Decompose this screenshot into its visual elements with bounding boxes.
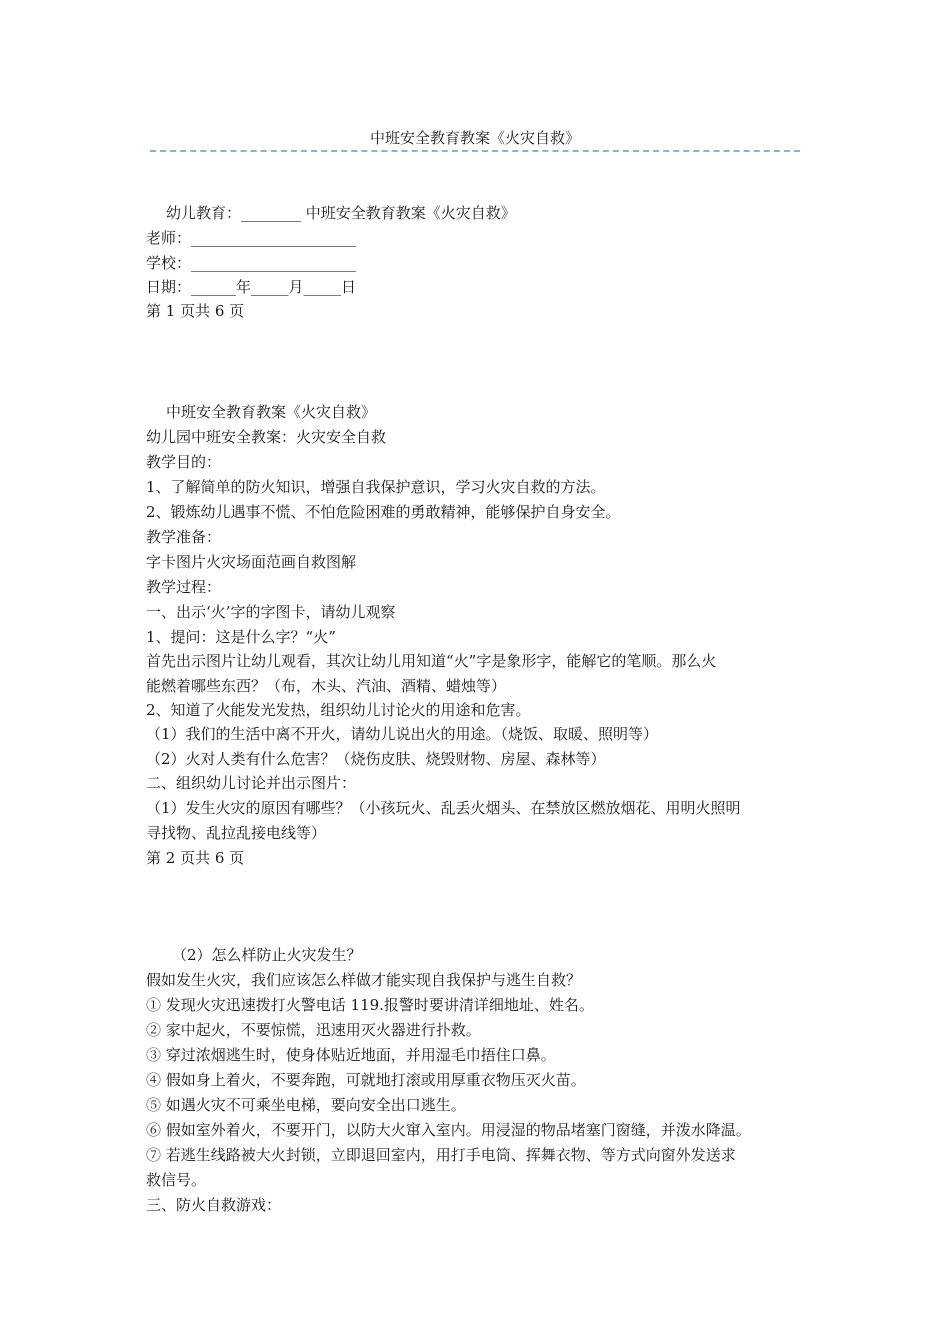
list-item: ⑥ 假如室外着火，不要开门，以防大火窜入室内。用浸湿的物品堵塞门窗缝，并泼水降温。 — [146, 1121, 751, 1139]
page-number-2: 第 2 页共 6 页 — [146, 849, 245, 867]
text-line: 1、了解简单的防火知识，增强自我保护意识，学习火灾自救的方法。 — [146, 478, 606, 496]
list-item: ⑤ 如遇火灾不可乘坐电梯，要向安全出口逃生。 — [146, 1096, 466, 1114]
teacher-field: 老师：______________________ — [146, 229, 357, 247]
date-field: 日期：______年_____月_____日 — [146, 278, 357, 296]
text-line: 幼儿园中班安全教案：火灾安全自救 — [146, 428, 387, 446]
page-title: 中班安全教育教案《火灾自救》 — [369, 129, 580, 147]
list-item: ⑦ 若逃生线路被大火封锁，立即退回室内，用打手电筒、挥舞衣物、等方式向窗外发送求 — [146, 1146, 736, 1164]
section-title: 中班安全教育教案《火灾自救》 — [166, 403, 377, 421]
text-line: 教学准备： — [146, 528, 222, 546]
text-line: （2）火对人类有什么危害？（烧伤皮肤、烧毁财物、房屋、森林等） — [146, 750, 606, 768]
text-line: 二、组织幼儿讨论并出示图片： — [146, 774, 357, 792]
text-line: 首先出示图片让幼儿观看，其次让幼儿用知道“火”字是象形字，能解它的笔顺。那么火 — [146, 652, 717, 670]
text-line: 教学过程： — [146, 578, 222, 596]
text-line: 能燃着哪些东西？（布，木头、汽油、酒精、蜡烛等） — [146, 677, 507, 695]
text-line: 2、锻炼幼儿遇事不慌、不怕危险困难的勇敢精神，能够保护自身安全。 — [146, 503, 621, 521]
text-line: （1）我们的生活中离不开火，请幼儿说出火的用途。（烧饭、取暖、照明等） — [146, 725, 659, 743]
text-line: （2）怎么样防止火灾发生？ — [172, 946, 362, 964]
text-line: 字卡图片火灾场面范画自救图解 — [146, 553, 357, 571]
school-field: 学校：______________________ — [146, 254, 357, 272]
text-line: 救信号。 — [146, 1171, 207, 1189]
text-line: 假如发生火灾，我们应该怎么样做才能实现自我保护与逃生自救？ — [146, 971, 582, 989]
text-line: 寻找物、乱拉乱接电线等） — [146, 824, 327, 842]
subject-line: 幼儿教育：________ 中班安全教育教案《火灾自救》 — [166, 204, 516, 222]
page-number-1: 第 1 页共 6 页 — [146, 302, 245, 320]
list-item: ③ 穿过浓烟逃生时，使身体贴近地面，并用湿毛巾捂住口鼻。 — [146, 1046, 556, 1064]
text-line: 1、提问：这是什么字？“火” — [146, 628, 336, 646]
title-divider — [150, 150, 800, 152]
list-item: ④ 假如身上着火，不要奔跑，可就地打滚或用厚重衣物压灭火苗。 — [146, 1071, 586, 1089]
text-line: 三、防火自救游戏： — [146, 1196, 282, 1214]
text-line: 一、出示‘火’字的字图卡，请幼儿观察 — [146, 603, 396, 621]
text-line: （1）发生火灾的原因有哪些？（小孩玩火、乱丢火烟头、在禁放区燃放烟花、用明火照明 — [146, 799, 741, 817]
list-item: ② 家中起火，不要惊慌，迅速用灭火器进行扑救。 — [146, 1021, 481, 1039]
list-item: ① 发现火灾迅速拨打火警电话 119.报警时要讲清详细地址、姓名。 — [146, 996, 594, 1014]
text-line: 2、知道了火能发光发热，组织幼儿讨论火的用途和危害。 — [146, 701, 531, 719]
text-line: 教学目的： — [146, 453, 222, 471]
